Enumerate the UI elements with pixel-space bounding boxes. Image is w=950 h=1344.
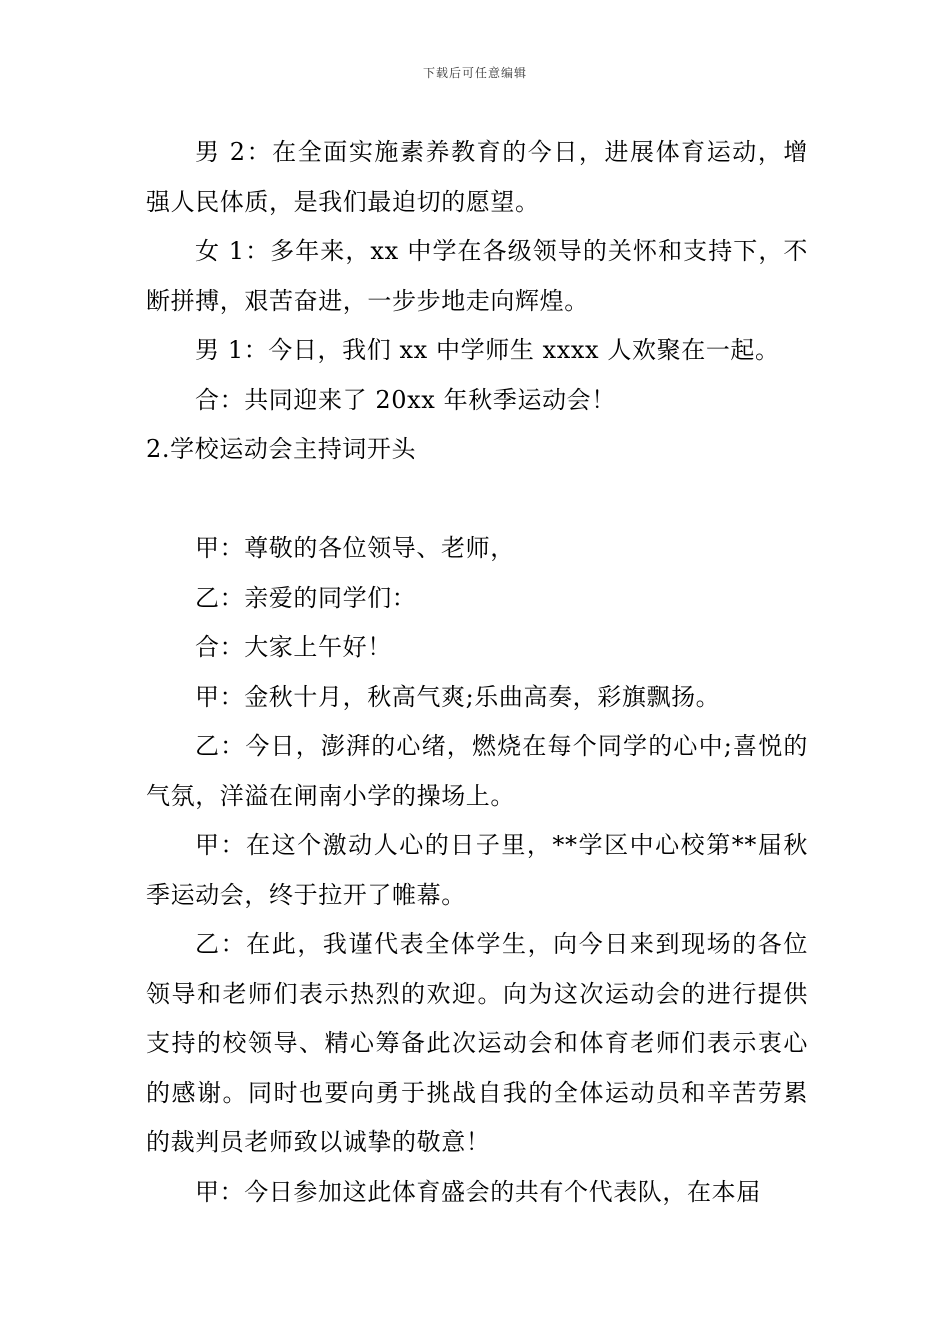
paragraph: 乙：在此，我谨代表全体学生，向今日来到现场的各位领导和老师们表示热烈的欢迎。向为这次运动会的进行提供支持的校领导、精心筹备此次运动会和体育老师们表示衷心的感谢。同时也要向勇于挑战自我的全体运动员和辛苦劳累的裁判员老师致以诚挚的敬意！ <box>146 930 808 1156</box>
paragraph: 甲：金秋十月，秋高气爽;乐曲高奏，彩旗飘扬。 <box>195 682 721 711</box>
paragraph: 合：共同迎来了 20xx 年秋季运动会！ <box>195 385 616 414</box>
document-body <box>146 128 808 1217</box>
paragraph: 女 1：多年来，xx 中学在各级领导的关怀和支持下，不断拼搏，艰苦奋进，一步步地走向辉煌。 <box>146 237 808 315</box>
paragraph: 男 2：在全面实施素养教育的今日，进展体育运动，增强人民体质，是我们最迫切的愿望。 <box>146 138 808 216</box>
paragraph: 甲：在这个激动人心的日子里，**学区中心校第**届秋季运动会，终于拉开了帷幕。 <box>146 831 808 909</box>
paragraph: 乙：亲爱的同学们： <box>195 583 417 612</box>
paragraph: 甲：今日参加这此体育盛会的共有个代表队，在本届 <box>195 1177 761 1206</box>
paragraph: 男 1：今日，我们 xx 中学师生 xxxx 人欢聚在一起。 <box>195 336 780 364</box>
page-header: 下载后可任意编辑 <box>422 66 527 80</box>
paragraph: 甲：尊敬的各位领导、老师， <box>195 534 515 562</box>
section-heading: 2.学校运动会主持词开头 <box>146 435 417 463</box>
blank-line <box>146 475 808 525</box>
paragraph: 合：大家上午好！ <box>195 633 392 661</box>
paragraph: 乙：今日，澎湃的心绪，燃烧在每个同学的心中;喜悦的气氛，洋溢在闸南小学的操场上。 <box>146 732 808 810</box>
